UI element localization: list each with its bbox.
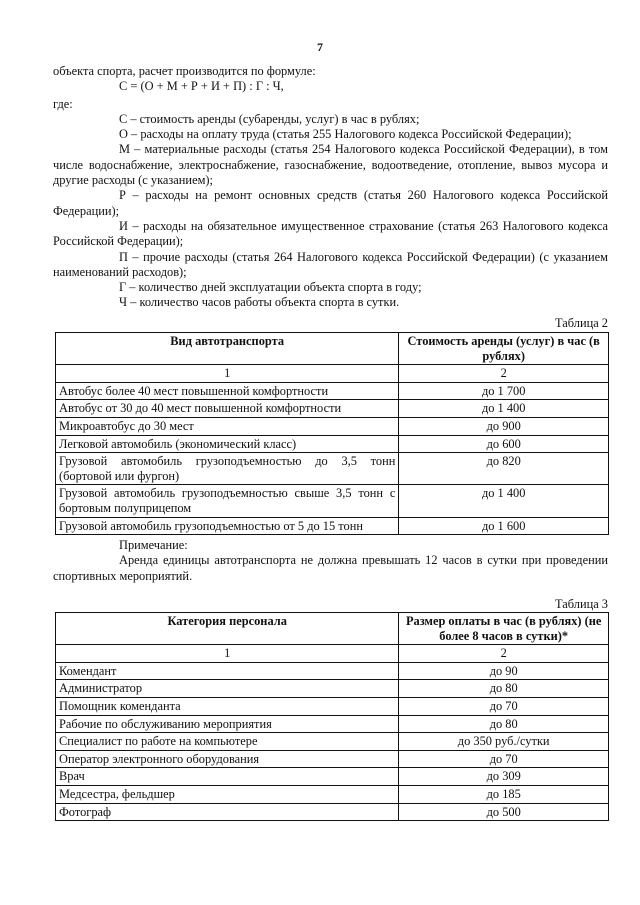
column-number-row (56, 645, 609, 663)
hourly-pay: до 90 (399, 662, 609, 680)
column-number-row (56, 365, 609, 383)
definition-m: М – материальные расходы (статья 254 Налогового кодекса Российской Федерации), в том числе водоснабжение, электроснабжение, газоснабжение, водоотведение, отопление, вывоз мусора и другие расходы (с указанием); (53, 142, 608, 188)
personnel-category: Помощник коменданта (56, 697, 399, 715)
table-row (56, 680, 609, 698)
column-number: 1 (56, 365, 399, 383)
definition-p: П – прочие расходы (статья 264 Налогового кодекса Российской Федерации) (с указанием наименований расходов); (53, 249, 608, 279)
definition-r: Р – расходы на ремонт основных средств (статья 260 Налогового кодекса Российской Федерации); (53, 188, 608, 218)
column-header: Стоимость аренды (услуг) в час (в рублях) (399, 333, 609, 365)
personnel-category: Комендант (56, 662, 399, 680)
vehicle-type: Автобус от 30 до 40 мест повышенной комфортности (56, 400, 399, 418)
table-row (56, 517, 609, 535)
hourly-pay: до 80 (399, 715, 609, 733)
table3-caption: Таблица 3 (555, 597, 608, 611)
table-row (56, 768, 609, 786)
table-row (56, 733, 609, 751)
definition-ch: Ч – количество часов работы объекта спорта в сутки. (119, 295, 400, 310)
table-row (56, 785, 609, 803)
note-section (53, 538, 608, 584)
vehicle-type: Грузовой автомобиль грузоподъемностью до 3,5 тонн (бортовой или фургон) (56, 453, 399, 485)
rental-cost: до 1 400 (399, 485, 609, 517)
vehicle-type: Микроавтобус до 30 мест (56, 417, 399, 435)
table-header-row (56, 333, 609, 365)
formula-section (53, 64, 608, 311)
intro-line: объекта спорта, расчет производится по формуле: (53, 64, 316, 78)
personnel-category: Рабочие по обслуживанию мероприятия (56, 715, 399, 733)
table-header-row (56, 613, 609, 645)
column-number: 2 (399, 645, 609, 663)
column-header: Вид автотранспорта (56, 333, 399, 365)
note-text: Аренда единицы автотранспорта не должна превышать 12 часов в сутки при проведении спортивных мероприятий. (53, 553, 608, 583)
table-row (56, 697, 609, 715)
page-number: 7 (317, 40, 323, 54)
personnel-pay-table (55, 612, 609, 821)
column-number: 2 (399, 365, 609, 383)
note-title: Примечание: (119, 538, 188, 552)
cost-formula: С = (О + М + Р + И + П) : Г : Ч, (119, 79, 284, 94)
hourly-pay: до 309 (399, 768, 609, 786)
rental-cost: до 900 (399, 417, 609, 435)
table-row (56, 715, 609, 733)
vehicle-type: Грузовой автомобиль грузоподъемностью свыше 3,5 тонн с бортовым полуприцепом (56, 485, 399, 517)
table2-caption: Таблица 2 (555, 316, 608, 330)
table-row (56, 435, 609, 453)
where-label: где: (53, 96, 73, 111)
table-row (56, 382, 609, 400)
rental-cost: до 1 400 (399, 400, 609, 418)
vehicle-type: Автобус более 40 мест повышенной комфортности (56, 382, 399, 400)
definition-g: Г – количество дней эксплуатации объекта спорта в году; (119, 280, 422, 295)
rental-cost: до 820 (399, 453, 609, 485)
hourly-pay: до 500 (399, 803, 609, 821)
rental-cost: до 600 (399, 435, 609, 453)
definition-i: И – расходы на обязательное имущественное страхование (статья 263 Налогового кодекса Российской Федерации); (53, 218, 608, 249)
table-row (56, 803, 609, 821)
column-header: Категория персонала (56, 613, 399, 645)
hourly-pay: до 350 руб./сутки (399, 733, 609, 751)
personnel-category: Специалист по работе на компьютере (56, 733, 399, 751)
table-row (56, 485, 609, 517)
table-row (56, 453, 609, 485)
rental-cost: до 1 600 (399, 517, 609, 535)
table-row (56, 750, 609, 768)
table-row (56, 417, 609, 435)
hourly-pay: до 80 (399, 680, 609, 698)
vehicle-type: Грузовой автомобиль грузоподъемностью от 5 до 15 тонн (56, 517, 399, 535)
personnel-category: Администратор (56, 680, 399, 698)
personnel-category: Врач (56, 768, 399, 786)
table-row (56, 400, 609, 418)
column-number: 1 (56, 645, 399, 663)
hourly-pay: до 70 (399, 750, 609, 768)
hourly-pay: до 70 (399, 697, 609, 715)
hourly-pay: до 185 (399, 785, 609, 803)
vehicle-type: Легковой автомобиль (экономический класс) (56, 435, 399, 453)
personnel-category: Медсестра, фельдшер (56, 785, 399, 803)
personnel-category: Оператор электронного оборудования (56, 750, 399, 768)
definition-o: О – расходы на оплату труда (статья 255 Налогового кодекса Российской Федерации); (119, 127, 572, 142)
column-header: Размер оплаты в час (в рублях) (не более 8 часов в сутки)* (399, 613, 609, 645)
rental-cost: до 1 700 (399, 382, 609, 400)
definition-c: С – стоимость аренды (субаренды, услуг) в час в рублях; (119, 111, 420, 126)
table-row (56, 662, 609, 680)
vehicle-rental-table (55, 332, 609, 535)
personnel-category: Фотограф (56, 803, 399, 821)
